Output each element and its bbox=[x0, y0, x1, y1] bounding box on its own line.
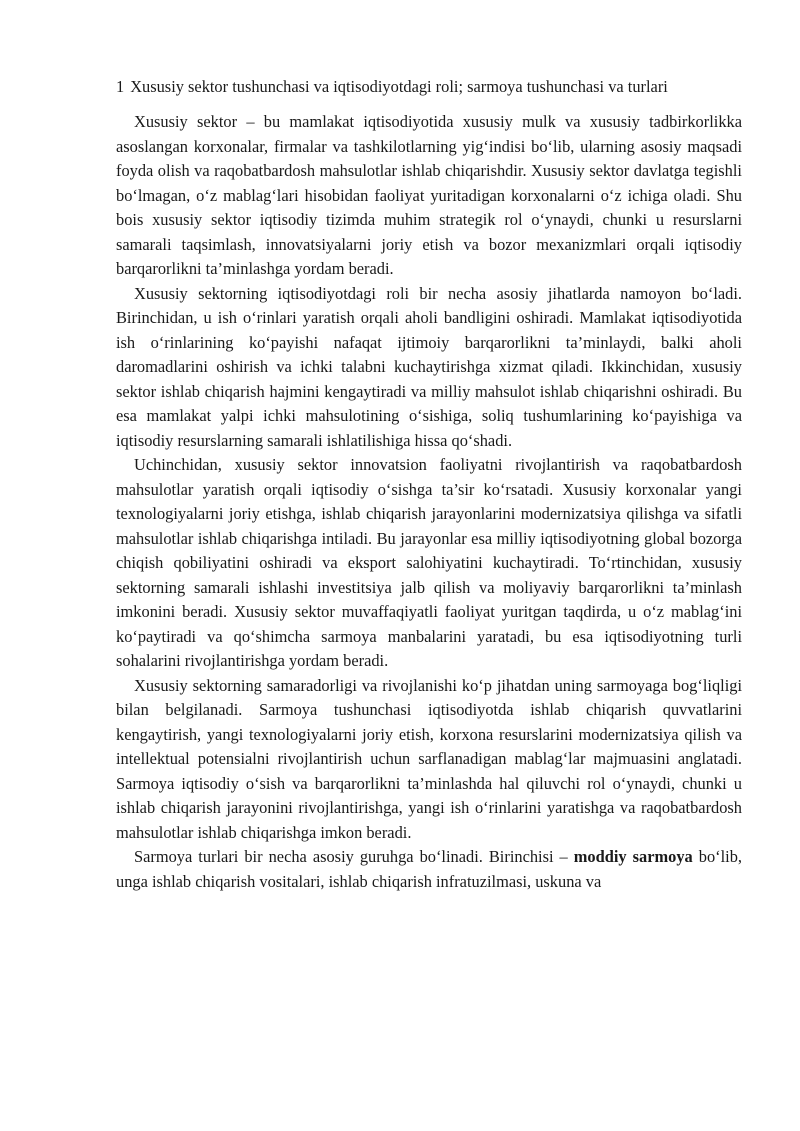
paragraph-private-sector-definition: Xususiy sektor – bu mamlakat iqtisodiyotida xususiy mulk va xususiy tadbirkorlikka asoslangan korxonalar, firmalar va tashkilotlarning yig‘indisi bo‘lib, ularning asosiy maqsadi foyda olish va raqobatbardosh mahsulotlar ishlab chiqarishdir. Xususiy sektor davlatga tegishli bo‘lmagan, o‘z mablag‘lari hisobidan faoliyat yuritadigan korxonalarni o‘z ichiga oladi. Shu bois xususiy sektor iqtisodiy tizimda muhim strategik rol o‘ynaydi, chunki u resurslarni samarali taqsimlash, innovatsiyalarni joriy etish va bozor mexanizmlari orqali iqtisodiy barqarorlikni ta’minlashga yordam beradi. bbox=[116, 112, 742, 278]
paragraph-investment-types bbox=[116, 845, 742, 894]
paragraph-innovation-investment: Uchinchidan, xususiy sektor innovatsion faoliyatni rivojlantirish va raqobatbardosh mahsulotlar yaratish orqali iqtisodiy o‘sishga ta’sir ko‘rsatadi. Xususiy korxonalar yangi texnologiyalarni joriy etishga, ishlab chiqarish jarayonlarini modernizatsiya qilishga va sifatli mahsulotlar ishlab chiqarishga intiladi. Bu jarayonlar esa milliy iqtisodiyotning global bozorga chiqish qobiliyatini oshiradi va eksport salohiyatini kuchaytiradi. To‘rtinchidan, xususiy sektorning samarali ishlashi investitsiya jalb qilish va moliyaviy barqarorlikni ta’minlash imkonini beradi. Xususiy sektor muvaffaqiyatli faoliyat yuritgan taqdirda, u o‘z mablag‘ini ko‘paytiradi va qo‘shimcha sarmoya manbalarini yaratadi, bu esa iqtisodiyotning turli sohalarini rivojlantirishga yordam beradi. bbox=[116, 455, 742, 670]
section-number: 1 bbox=[116, 77, 125, 96]
section-title: Xususiy sektor tushunchasi va iqtisodiyotdagi roli; sarmoya tushunchasi va turlari bbox=[130, 77, 668, 96]
bold-term-material-investment: moddiy sarmoya bbox=[573, 847, 693, 866]
document-page bbox=[116, 74, 742, 894]
paragraph-text-after: bo‘lib, unga ishlab chiqarish vositalari, ishlab chiqarish infratuzilmasi, uskuna va bbox=[116, 847, 743, 891]
paragraph-text-before: Sarmoya turlari bir necha asosiy guruhga bo‘linadi. Birinchisi – bbox=[134, 847, 574, 866]
section-heading bbox=[116, 74, 742, 100]
paragraph-private-sector-role: Xususiy sektorning iqtisodiyotdagi roli bir necha asosiy jihatlarda namoyon bo‘ladi. Birinchidan, u ish o‘rinlari yaratish orqali aholi bandligini oshiradi. Mamlakat iqtisodiyotida ish o‘rinlarining ko‘payishi nafaqat ijtimoiy barqarorlikni ta’minlaydi, balki aholi daromadlarini oshirish va ichki talabni kuchaytirishga xizmat qiladi. Ikkinchidan, xususiy sektor ishlab chiqarish hajmini kengaytiradi va milliy mahsulot ishlab chiqarishni oshiradi. Bu esa mamlakat yalpi ichki mahsulotining o‘sishiga, soliq tushumlarining ko‘payishiga va iqtisodiy resurslarning samarali ishlatilishiga hissa qo‘shadi. bbox=[116, 283, 742, 450]
paragraph-investment-concept: Xususiy sektorning samaradorligi va rivojlanishi ko‘p jihatdan uning sarmoyaga bog‘liqligi bilan belgilanadi. Sarmoya tushunchasi iqtisodiyotda ishlab chiqarish quvvatlarini kengaytirish, yangi texnologiyalarni joriy etish, korxona resurslarini modernizatsiya qilish va intellektual potensialni rivojlantirish uchun sarflanadigan mablag‘lar majmuasini anglatadi. Sarmoya iqtisodiy o‘sish va barqarorlikni ta’minlashda hal qiluvchi rol o‘ynaydi, chunki u ishlab chiqarish jarayonini rivojlantirishga, yangi ish o‘rinlarini yaratishga va raqobatbardosh mahsulotlar ishlab chiqarishga imkon beradi. bbox=[116, 675, 742, 842]
